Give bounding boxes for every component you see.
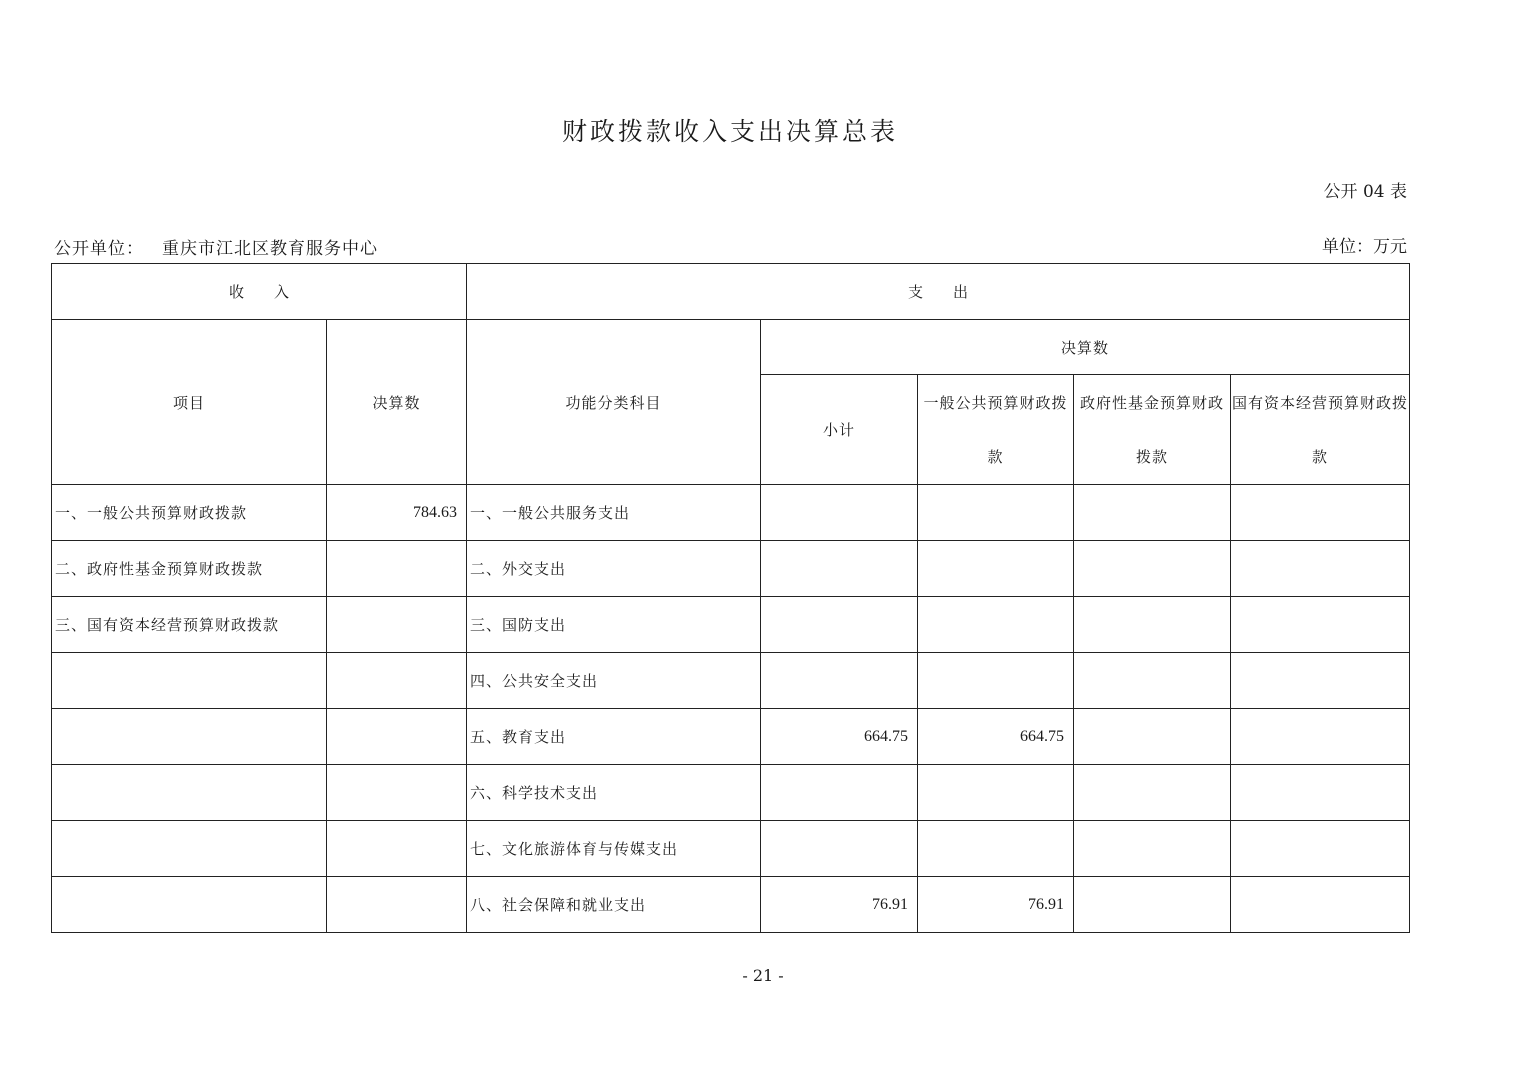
final-amount-header: 决算数: [327, 320, 467, 485]
income-item-cell: [52, 877, 327, 933]
page-number: - 21 -: [742, 966, 784, 985]
subtotal-cell: [761, 653, 918, 709]
state-capital-cell: [1231, 821, 1410, 877]
reporting-unit-label: 公开单位：: [54, 239, 144, 259]
general-budget-cell: [918, 597, 1074, 653]
subtotal-cell: 664.75: [761, 709, 918, 765]
income-item-cell: 三、国有资本经营预算财政拨款: [52, 597, 327, 653]
income-item-cell: [52, 709, 327, 765]
form-number: 公开 04 表: [1323, 182, 1407, 202]
state-capital-cell: [1231, 877, 1410, 933]
general-budget-header: 一般公共预算财政拨款: [918, 375, 1074, 485]
final-amount-group-header: 决算数: [761, 320, 1410, 375]
gov-fund-cell: [1074, 541, 1231, 597]
gov-fund-cell: [1074, 597, 1231, 653]
state-capital-cell: [1231, 709, 1410, 765]
table-row: [52, 541, 1410, 597]
function-subject-cell: 六、科学技术支出: [467, 765, 761, 821]
gov-fund-header: 政府性基金预算财政拨款: [1074, 375, 1231, 485]
state-capital-cell: [1231, 597, 1410, 653]
gov-fund-cell: [1074, 653, 1231, 709]
state-capital-header: 国有资本经营预算财政拨款: [1231, 375, 1410, 485]
subtotal-cell: [761, 821, 918, 877]
subtotal-header: 小计: [761, 375, 918, 485]
income-amount-cell: [327, 709, 467, 765]
income-header: 收 入: [52, 264, 467, 320]
income-amount-cell: [327, 821, 467, 877]
general-budget-cell: [918, 541, 1074, 597]
reporting-unit: [54, 234, 378, 259]
function-subject-cell: 二、外交支出: [467, 541, 761, 597]
subtotal-cell: [761, 541, 918, 597]
document-title: 财政拨款收入支出决算总表: [561, 117, 898, 146]
income-amount-cell: [327, 597, 467, 653]
table-row: [52, 597, 1410, 653]
function-subject-cell: 七、文化旅游体育与传媒支出: [467, 821, 761, 877]
state-capital-cell: [1231, 485, 1410, 541]
state-capital-cell: [1231, 541, 1410, 597]
gov-fund-cell: [1074, 877, 1231, 933]
subtotal-cell: [761, 597, 918, 653]
gov-fund-cell: [1074, 765, 1231, 821]
function-subject-cell: 一、一般公共服务支出: [467, 485, 761, 541]
general-budget-cell: [918, 653, 1074, 709]
income-amount-cell: [327, 541, 467, 597]
subtotal-cell: [761, 765, 918, 821]
currency-unit: 单位：万元: [1322, 237, 1407, 257]
subtotal-cell: 76.91: [761, 877, 918, 933]
gov-fund-cell: [1074, 821, 1231, 877]
reporting-unit-name: 重庆市江北区教育服务中心: [162, 239, 378, 259]
gov-fund-cell: [1074, 485, 1231, 541]
table-row: [52, 821, 1410, 877]
income-amount-cell: [327, 765, 467, 821]
income-item-cell: 一、一般公共预算财政拨款: [52, 485, 327, 541]
income-amount-cell: [327, 877, 467, 933]
subtotal-cell: [761, 485, 918, 541]
general-budget-cell: [918, 485, 1074, 541]
function-subject-cell: 五、教育支出: [467, 709, 761, 765]
table-row: [52, 709, 1410, 765]
general-budget-cell: [918, 821, 1074, 877]
income-item-cell: [52, 765, 327, 821]
income-amount-cell: [327, 653, 467, 709]
function-subject-header: 功能分类科目: [467, 320, 761, 485]
expense-header: 支 出: [467, 264, 1410, 320]
income-item-cell: 二、政府性基金预算财政拨款: [52, 541, 327, 597]
table-row: [52, 485, 1410, 541]
general-budget-cell: 664.75: [918, 709, 1074, 765]
general-budget-cell: 76.91: [918, 877, 1074, 933]
function-subject-cell: 八、社会保障和就业支出: [467, 877, 761, 933]
general-budget-cell: [918, 765, 1074, 821]
function-subject-cell: 四、公共安全支出: [467, 653, 761, 709]
state-capital-cell: [1231, 653, 1410, 709]
income-item-cell: [52, 653, 327, 709]
table-row: [52, 765, 1410, 821]
function-subject-cell: 三、国防支出: [467, 597, 761, 653]
gov-fund-cell: [1074, 709, 1231, 765]
item-header: 项目: [52, 320, 327, 485]
income-item-cell: [52, 821, 327, 877]
state-capital-cell: [1231, 765, 1410, 821]
income-amount-cell: 784.63: [327, 485, 467, 541]
budget-summary-table: [51, 263, 1410, 933]
table-row: [52, 653, 1410, 709]
table-row: [52, 877, 1410, 933]
